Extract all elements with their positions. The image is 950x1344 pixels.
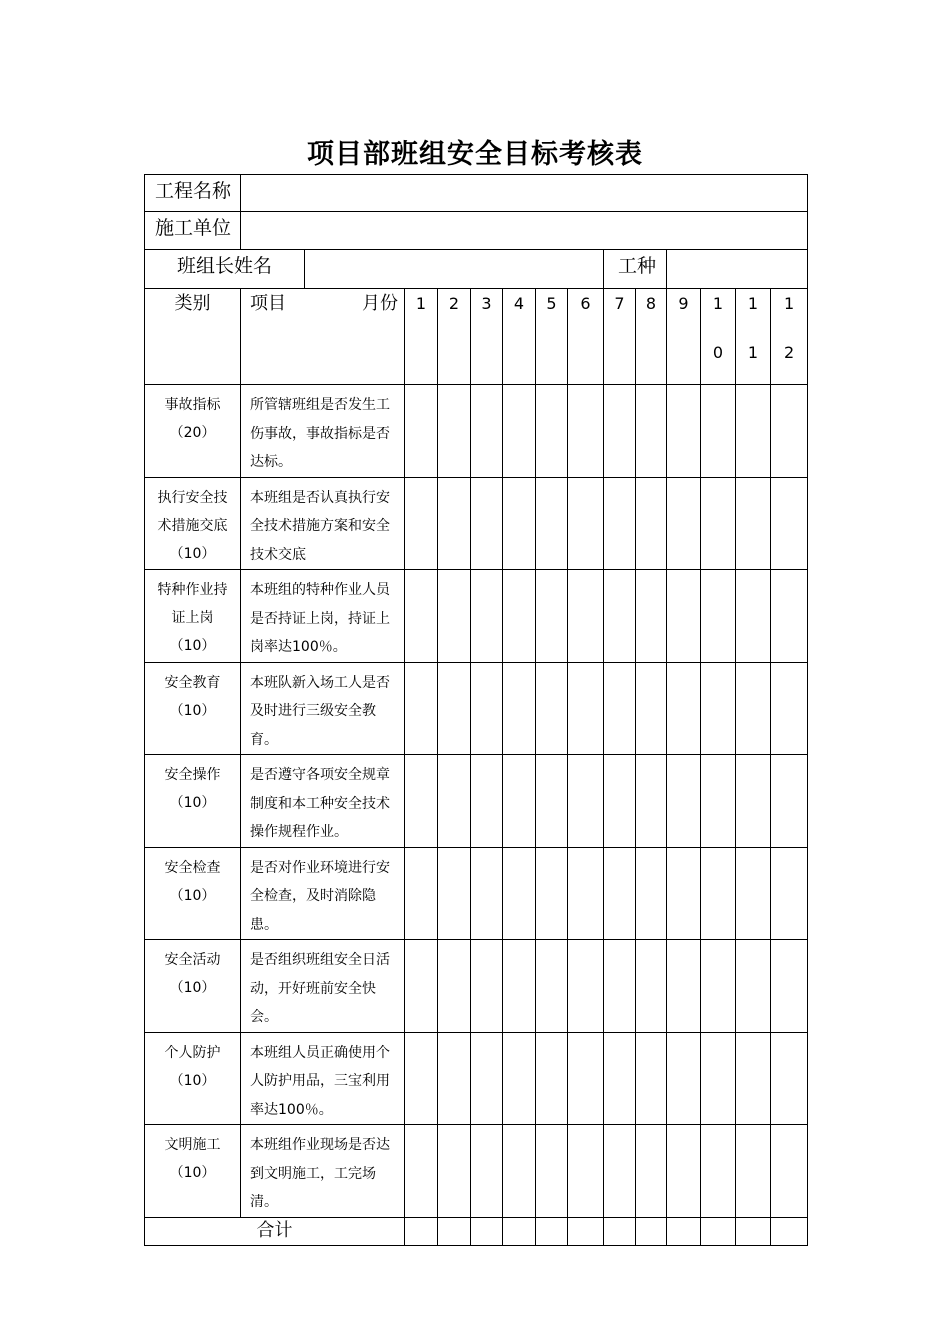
score-cell-month-2[interactable] [438,570,471,663]
month-header-12 [771,289,808,385]
total-cell-month-9[interactable] [667,1217,701,1245]
month-digit: 0 [712,343,724,362]
score-cell-month-1[interactable] [405,385,438,478]
assessment-row [145,847,808,940]
score-cell-month-11[interactable] [736,940,771,1033]
score-cell-month-2[interactable] [438,477,471,570]
total-label: 合计 [145,1217,405,1245]
score-cell-month-5[interactable] [536,847,568,940]
header-row [145,289,808,385]
category-name: 安全教育 [164,674,221,691]
score-cell-month-7[interactable] [604,570,636,663]
score-cell-month-5[interactable] [536,755,568,848]
score-cell-month-6[interactable] [568,940,604,1033]
score-cell-month-6[interactable] [568,1125,604,1218]
score-cell-month-10[interactable] [701,570,736,663]
score-cell-month-3[interactable] [471,385,503,478]
score-cell-month-10[interactable] [701,1125,736,1218]
category-cell [145,1032,241,1125]
assessment-row [145,477,808,570]
score-cell-month-8[interactable] [636,385,667,478]
month-header-10 [701,289,736,385]
total-cell-month-11[interactable] [736,1217,771,1245]
category-name: 安全操作 [164,767,221,783]
category-name: 安全活动 [164,952,221,968]
score-cell-month-6[interactable] [568,570,604,663]
category-score: （10） [169,545,216,562]
score-cell-month-7[interactable] [604,755,636,848]
team-leader-label: 班组长姓名 [145,250,305,289]
month-header-4: 4 [503,289,536,385]
score-cell-month-8[interactable] [636,1032,667,1125]
trade-label: 工种 [604,250,667,289]
score-cell-month-4[interactable] [503,662,536,755]
category-name: 执行安全技术措施交底 [157,489,228,534]
score-cell-month-8[interactable] [636,662,667,755]
category-score: （10） [169,887,216,904]
team-leader-row [145,250,808,289]
score-cell-month-6[interactable] [568,847,604,940]
score-cell-month-5[interactable] [536,477,568,570]
score-cell-month-12[interactable] [771,847,808,940]
category-cell [145,1125,241,1218]
score-cell-month-3[interactable] [471,940,503,1033]
item-description: 本班组是否认真执行安全技术措施方案和安全技术交底 [241,477,405,570]
score-cell-month-3[interactable] [471,1125,503,1218]
assessment-row [145,755,808,848]
month-header-1: 1 [405,289,438,385]
month-digit: 1 [747,294,759,313]
score-cell-month-1[interactable] [405,847,438,940]
score-cell-month-6[interactable] [568,385,604,478]
score-cell-month-3[interactable] [471,755,503,848]
item-description: 是否遵守各项安全规章制度和本工种安全技术操作规程作业。 [241,755,405,848]
construction-unit-row [145,212,808,250]
assessment-row [145,662,808,755]
score-cell-month-1[interactable] [405,662,438,755]
month-digit: 2 [783,343,795,362]
score-cell-month-12[interactable] [771,477,808,570]
score-cell-month-4[interactable] [503,755,536,848]
score-cell-month-12[interactable] [771,570,808,663]
score-cell-month-8[interactable] [636,755,667,848]
month-header-7: 7 [604,289,636,385]
item-description: 本班组作业现场是否达到文明施工，工完场清。 [241,1125,405,1218]
page-title: 项目部班组安全目标考核表 [307,139,643,170]
item-month-header [241,289,405,385]
score-cell-month-1[interactable] [405,755,438,848]
category-name: 特种作业持证上岗 [157,582,228,626]
score-cell-month-5[interactable] [536,570,568,663]
total-row [145,1217,808,1245]
score-cell-month-7[interactable] [604,940,636,1033]
score-cell-month-6[interactable] [568,755,604,848]
assessment-row [145,1125,808,1218]
score-cell-month-11[interactable] [736,1032,771,1125]
score-cell-month-3[interactable] [471,1032,503,1125]
score-cell-month-2[interactable] [438,755,471,848]
score-cell-month-5[interactable] [536,940,568,1033]
month-digit: 1 [747,343,759,362]
item-description: 所管辖班组是否发生工伤事故，事故指标是否达标。 [241,385,405,478]
total-cell-month-8[interactable] [636,1217,667,1245]
score-cell-month-12[interactable] [771,662,808,755]
score-cell-month-4[interactable] [503,847,536,940]
score-cell-month-7[interactable] [604,1125,636,1218]
score-cell-month-6[interactable] [568,662,604,755]
score-cell-month-7[interactable] [604,662,636,755]
category-score: （10） [169,980,216,996]
total-cell-month-12[interactable] [771,1217,808,1245]
score-cell-month-1[interactable] [405,940,438,1033]
score-cell-month-12[interactable] [771,1125,808,1218]
score-cell-month-9[interactable] [667,570,701,663]
score-cell-month-4[interactable] [503,940,536,1033]
score-cell-month-10[interactable] [701,477,736,570]
month-digit: 1 [783,294,795,313]
score-cell-month-11[interactable] [736,662,771,755]
assessment-row [145,385,808,478]
month-header-2: 2 [438,289,471,385]
score-cell-month-2[interactable] [438,385,471,478]
score-cell-month-8[interactable] [636,1125,667,1218]
project-name-field[interactable] [241,175,808,212]
category-score: （10） [169,702,216,719]
score-cell-month-2[interactable] [438,1125,471,1218]
total-cell-month-10[interactable] [701,1217,736,1245]
score-cell-month-12[interactable] [771,755,808,848]
score-cell-month-5[interactable] [536,1125,568,1218]
total-cell-month-7[interactable] [604,1217,636,1245]
score-cell-month-10[interactable] [701,940,736,1033]
item-description: 是否对作业环境进行安全检查，及时消除隐患。 [241,847,405,940]
score-cell-month-4[interactable] [503,477,536,570]
item-header: 项目 [250,293,286,314]
score-cell-month-2[interactable] [438,1032,471,1125]
month-digit: 1 [712,294,724,313]
month-header-8: 8 [636,289,667,385]
category-name: 个人防护 [164,1044,221,1061]
score-cell-month-9[interactable] [667,385,701,478]
category-score: （10） [169,638,216,654]
item-description: 是否组织班组安全日活动，开好班前安全快会。 [241,940,405,1033]
score-cell-month-1[interactable] [405,570,438,663]
month-header-9: 9 [667,289,701,385]
category-score: （20） [169,425,216,441]
category-cell [145,755,241,848]
construction-unit-field[interactable] [241,212,808,250]
category-header: 类别 [145,289,241,385]
score-cell-month-12[interactable] [771,940,808,1033]
score-cell-month-7[interactable] [604,477,636,570]
project-name-row [145,175,808,212]
category-name: 文明施工 [164,1137,221,1153]
category-name: 安全检查 [164,859,221,876]
score-cell-month-2[interactable] [438,940,471,1033]
category-score: （10） [169,1165,216,1181]
month-header: 月份 [362,293,398,314]
score-cell-month-4[interactable] [503,385,536,478]
score-cell-month-7[interactable] [604,1032,636,1125]
score-cell-month-4[interactable] [503,1125,536,1218]
score-cell-month-10[interactable] [701,755,736,848]
total-cell-month-6[interactable] [568,1217,604,1245]
month-header-3: 3 [471,289,503,385]
score-cell-month-9[interactable] [667,1125,701,1218]
item-description: 本班队新入场工人是否及时进行三级安全教育。 [241,662,405,755]
total-cell-month-4[interactable] [503,1217,536,1245]
total-cell-month-5[interactable] [536,1217,568,1245]
category-cell [145,570,241,663]
score-cell-month-1[interactable] [405,477,438,570]
score-cell-month-11[interactable] [736,477,771,570]
assessment-table [144,174,808,1246]
month-header-5: 5 [536,289,568,385]
item-description: 本班组的特种作业人员是否持证上岗，持证上岗率达100％。 [241,570,405,663]
score-cell-month-6[interactable] [568,477,604,570]
category-cell [145,940,241,1033]
construction-unit-label: 施工单位 [145,212,241,250]
score-cell-month-5[interactable] [536,662,568,755]
score-cell-month-10[interactable] [701,662,736,755]
assessment-row [145,570,808,663]
score-cell-month-5[interactable] [536,1032,568,1125]
score-cell-month-10[interactable] [701,847,736,940]
trade-field[interactable] [667,250,808,289]
category-name: 事故指标 [164,397,221,413]
score-cell-month-9[interactable] [667,477,701,570]
score-cell-month-8[interactable] [636,477,667,570]
score-cell-month-10[interactable] [701,385,736,478]
category-cell [145,477,241,570]
score-cell-month-9[interactable] [667,755,701,848]
score-cell-month-2[interactable] [438,847,471,940]
project-name-label: 工程名称 [145,175,241,212]
category-cell [145,385,241,478]
category-score: （10） [169,795,216,811]
score-cell-month-11[interactable] [736,385,771,478]
category-cell [145,847,241,940]
score-cell-month-11[interactable] [736,847,771,940]
score-cell-month-11[interactable] [736,755,771,848]
score-cell-month-12[interactable] [771,1032,808,1125]
score-cell-month-7[interactable] [604,385,636,478]
score-cell-month-9[interactable] [667,662,701,755]
total-cell-month-2[interactable] [438,1217,471,1245]
score-cell-month-1[interactable] [405,1032,438,1125]
score-cell-month-11[interactable] [736,570,771,663]
score-cell-month-9[interactable] [667,1032,701,1125]
score-cell-month-6[interactable] [568,1032,604,1125]
assessment-row [145,1032,808,1125]
score-cell-month-8[interactable] [636,847,667,940]
assessment-row [145,940,808,1033]
month-header-11 [736,289,771,385]
score-cell-month-9[interactable] [667,940,701,1033]
score-cell-month-3[interactable] [471,570,503,663]
score-cell-month-11[interactable] [736,1125,771,1218]
score-cell-month-3[interactable] [471,477,503,570]
category-cell [145,662,241,755]
total-cell-month-3[interactable] [471,1217,503,1245]
score-cell-month-4[interactable] [503,570,536,663]
month-header-6: 6 [568,289,604,385]
team-leader-field[interactable] [305,250,604,289]
score-cell-month-8[interactable] [636,940,667,1033]
item-description: 本班组人员正确使用个人防护用品，三宝利用率达100％。 [241,1032,405,1125]
score-cell-month-3[interactable] [471,847,503,940]
score-cell-month-12[interactable] [771,385,808,478]
score-cell-month-2[interactable] [438,662,471,755]
score-cell-month-9[interactable] [667,847,701,940]
score-cell-month-10[interactable] [701,1032,736,1125]
category-score: （10） [169,1072,216,1089]
score-cell-month-5[interactable] [536,385,568,478]
score-cell-month-4[interactable] [503,1032,536,1125]
score-cell-month-3[interactable] [471,662,503,755]
score-cell-month-7[interactable] [604,847,636,940]
total-cell-month-1[interactable] [405,1217,438,1245]
score-cell-month-8[interactable] [636,570,667,663]
score-cell-month-1[interactable] [405,1125,438,1218]
